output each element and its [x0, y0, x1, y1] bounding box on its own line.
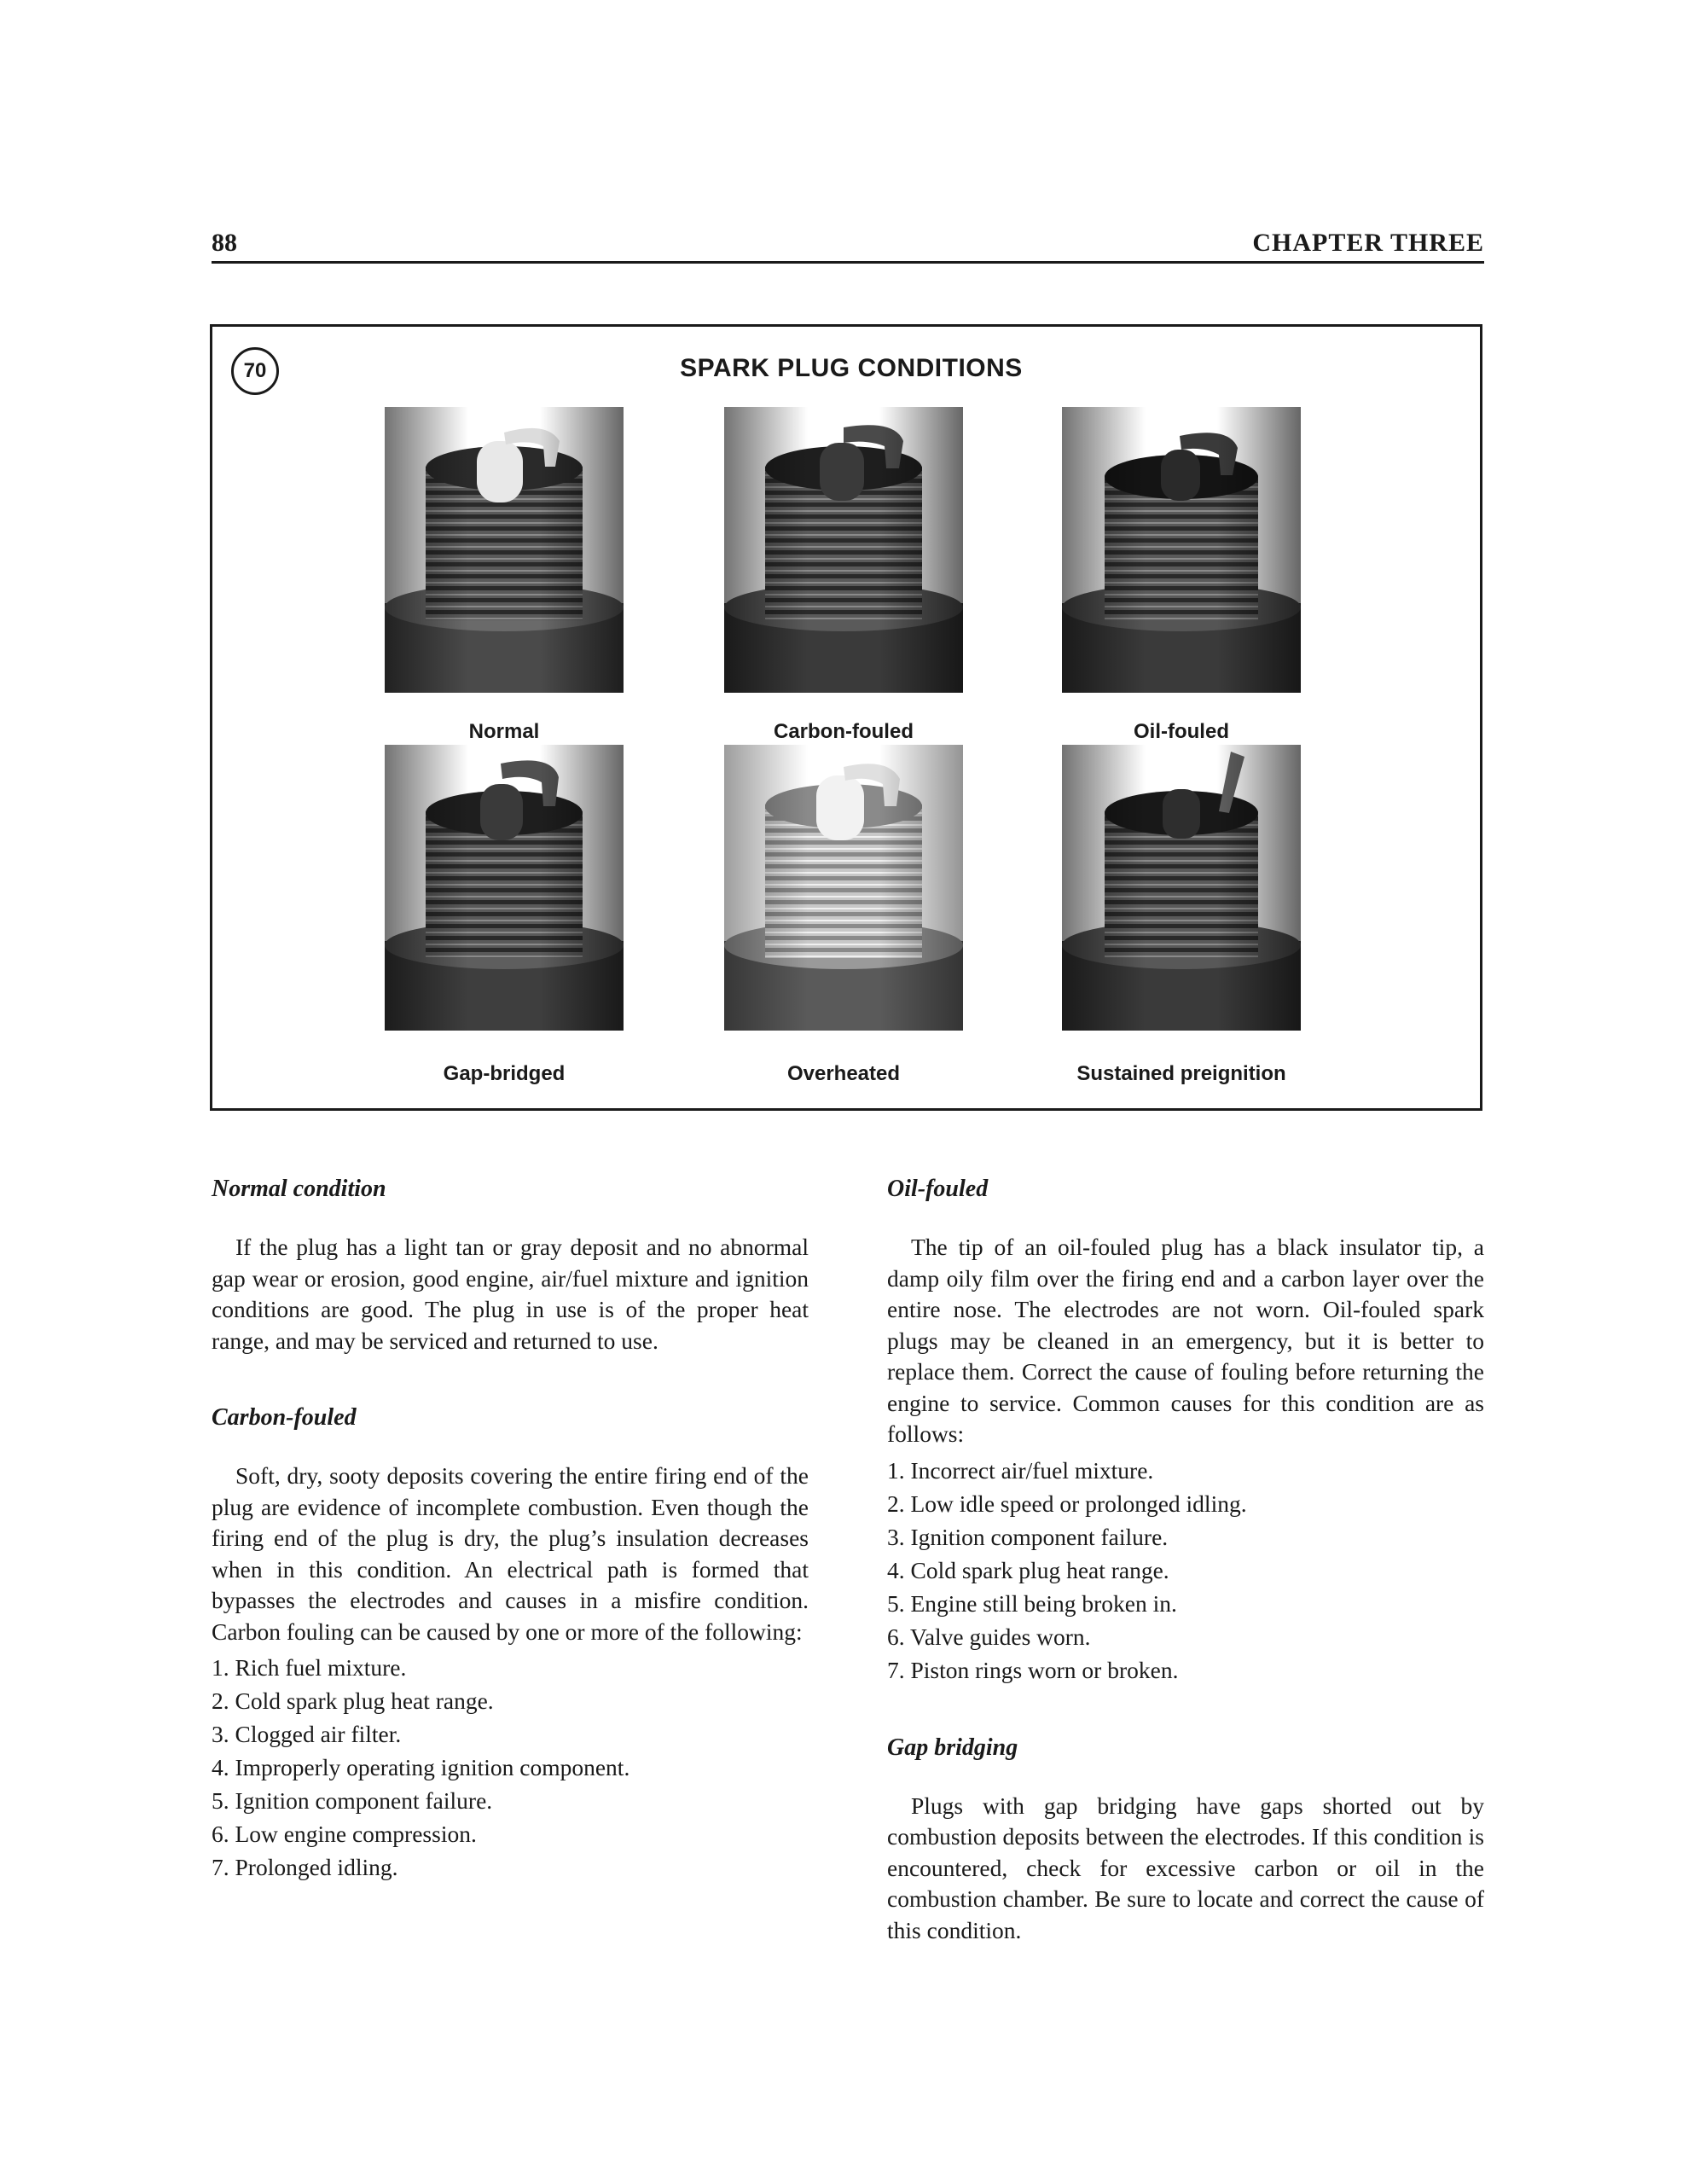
heading-oil-fouled: Oil-fouled [887, 1176, 989, 1202]
chapter-title: CHAPTER THREE [1252, 229, 1484, 257]
spark-plug-overheated-photo [724, 745, 963, 1031]
spark-plug-gap-bridged-photo [385, 745, 624, 1031]
carbon-fouled-causes-list [212, 1651, 809, 1884]
list-item: 1. Incorrect air/fuel mixture. [887, 1456, 1154, 1484]
oil-fouled-causes-list [887, 1454, 1484, 1687]
list-item: 5. Ignition component failure. [212, 1787, 493, 1814]
paragraph-gap-bridging: Plugs with gap bridging have gaps shorted out by combustion deposits between the electrodes. If this condition is encountered, check for excessive carbon or oil in the combustion chamber. Be sure to locate and correct the cause of this condition. [887, 1792, 1484, 1943]
figure-title: SPARK PLUG CONDITIONS [680, 354, 1023, 382]
spark-plug-oil-fouled-photo [1062, 407, 1301, 693]
list-item: 6. Low engine compression. [212, 1821, 477, 1847]
paragraph-normal-condition: If the plug has a light tan or gray deposit and no abnormal gap wear or erosion, good engine, air/fuel mixture and ignition conditions are good. The plug in use is of the proper heat range, and may be serviced and returned to use. [212, 1234, 809, 1354]
list-item: 2. Low idle speed or prolonged idling. [887, 1490, 1247, 1517]
spark-plug-normal-photo [385, 407, 624, 693]
spark-plug-figure [210, 324, 1482, 1111]
list-item: 3. Clogged air filter. [212, 1721, 402, 1747]
list-item: 5. Engine still being broken in. [887, 1589, 1177, 1617]
right-column [887, 1174, 1484, 1946]
list-item: 7. Prolonged idling. [212, 1854, 398, 1880]
paragraph-carbon-fouled: Soft, dry, sooty deposits covering the entire firing end of the plug are evidence of incomplete combustion. Even though the firing end of the plug is dry, the plug’s insulation decreases when in this condition. An electrical path is formed that bypasses the electrodes and causes in a misfire condition. Carbon fouling can be caused by one or more of the following: [212, 1462, 809, 1645]
list-item: 4. Cold spark plug heat range. [887, 1556, 1169, 1583]
heading-normal-condition: Normal condition [212, 1176, 386, 1202]
caption-overheated: Overheated [786, 1062, 901, 1085]
spark-plug-sustained-preignition-photo [1062, 745, 1301, 1031]
figure-number: 70 [231, 347, 279, 395]
list-item: 4. Improperly operating ignition component. [212, 1754, 630, 1780]
list-item: 6. Valve guides worn. [887, 1623, 1091, 1650]
heading-carbon-fouled: Carbon-fouled [212, 1404, 357, 1431]
caption-gap-bridged: Gap-bridged [443, 1062, 566, 1085]
paragraph-oil-fouled: The tip of an oil-fouled plug has a black insulator tip, a damp oily film over the firing end and a carbon layer over the entire nose. The electrodes are not worn. Oil-fouled spark plugs may be cleaned in an emergency, but it is better to replace them. Correct the cause of fouling before returning the engine to service. Common causes for this condition are as follows: [887, 1234, 1484, 1447]
caption-carbon-fouled: Carbon-fouled [774, 720, 914, 743]
caption-sustained-preignition: Sustained preignition [1076, 1062, 1286, 1085]
page-number: 88 [212, 229, 237, 257]
caption-oil-fouled: Oil-fouled [1134, 720, 1229, 743]
list-item: 7. Piston rings worn or broken. [887, 1656, 1179, 1683]
list-item: 1. Rich fuel mixture. [212, 1654, 407, 1681]
heading-gap-bridging: Gap bridging [887, 1734, 1018, 1761]
caption-normal: Normal [468, 720, 540, 743]
list-item: 3. Ignition component failure. [887, 1523, 1169, 1550]
page-header [212, 224, 1484, 264]
spark-plug-carbon-fouled-photo [724, 407, 963, 693]
left-column [212, 1174, 809, 1884]
list-item: 2. Cold spark plug heat range. [212, 1687, 494, 1714]
